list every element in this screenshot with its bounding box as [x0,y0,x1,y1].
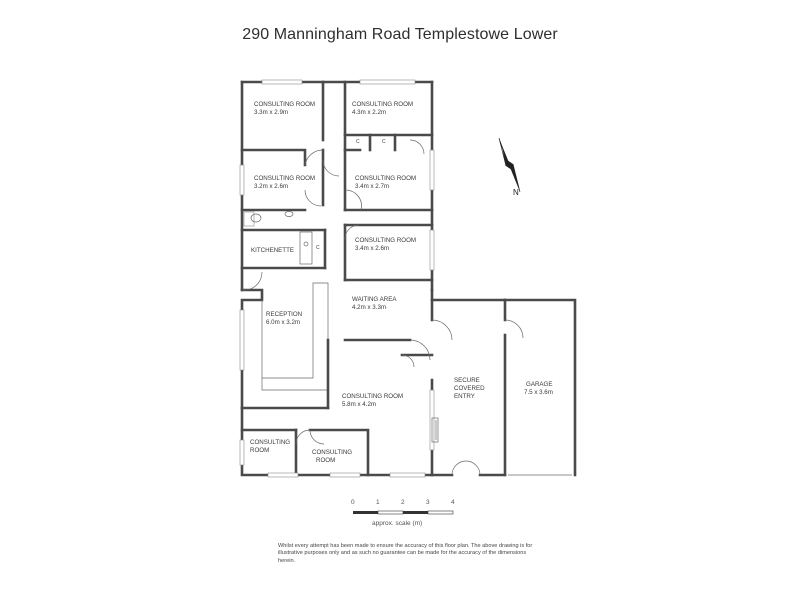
room-label-11: CONSULTING [312,449,353,456]
scale-tick-2: 2 [401,499,405,506]
kitchen-bench [300,232,312,264]
room-label-3: CONSULTING ROOM [254,175,316,182]
scale-bar [351,499,455,527]
room-labels [250,101,553,464]
disclaimer-text: Whilst every attempt has been made to ensure the accuracy of this floor plan. The above drawing is for illustrative purposes only and as such no guarantee can be made for the accuracy of the dimensions herein. [278,543,533,564]
room-label-10: CONSULTING [250,439,291,446]
secure-entry-label-3: ENTRY [454,393,475,400]
room-dims-2: 4.3m x 2.2m [352,109,387,116]
room-label-2: CONSULTING ROOM [352,101,414,108]
outer-walls [242,82,575,475]
north-arrow-icon [499,138,520,197]
room-dims-3: 3.2m x 2.6m [254,183,289,190]
scale-tick-4: 4 [451,499,455,506]
reception-dims: 6.0m x 3.2m [266,319,301,326]
room-dims-5: 3.4m x 2.6m [355,245,390,252]
windows [240,80,434,477]
secure-entry-label-2: COVERED [454,385,485,392]
scale-tick-0: 0 [351,499,355,506]
kitchenette-label: KITCHENETTE [251,247,294,254]
room-dims-10: ROOM [250,447,270,454]
room-label-1: CONSULTING ROOM [254,101,316,108]
room-dims-9: 5.8m x 4.2m [342,401,377,408]
closet-label-2: C [382,139,386,145]
north-label: N [513,188,519,197]
scale-tick-3: 3 [426,499,430,506]
room-dims-4: 3.4m x 2.7m [355,183,390,190]
basin-icon [285,212,293,217]
closet-label-1: C [356,139,360,145]
closet-label-3: C [316,245,320,251]
fixtures [251,212,312,265]
room-dims-11: ROOM [316,457,336,464]
garage-dims: 7.5 x 3.6m [524,389,553,396]
page-title: 290 Manningham Road Templestowe Lower [242,26,558,43]
scale-caption: approx. scale (m) [372,520,423,527]
garage-label: GARAGE [526,381,553,388]
sink-icon [304,242,308,246]
room-label-4: CONSULTING ROOM [355,175,417,182]
scale-tick-1: 1 [376,499,380,506]
room-dims-1: 3.3m x 2.9m [254,109,289,116]
interior-walls [242,82,432,475]
secure-entry-label-1: SECURE [454,377,480,384]
waiting-area-label: WAITING AREA [352,296,397,303]
room-label-5: CONSULTING ROOM [355,237,417,244]
room-label-9: CONSULTING ROOM [342,393,404,400]
reception-label: RECEPTION [266,311,303,318]
waiting-area-dims: 4.2m x 3.3m [352,304,387,311]
